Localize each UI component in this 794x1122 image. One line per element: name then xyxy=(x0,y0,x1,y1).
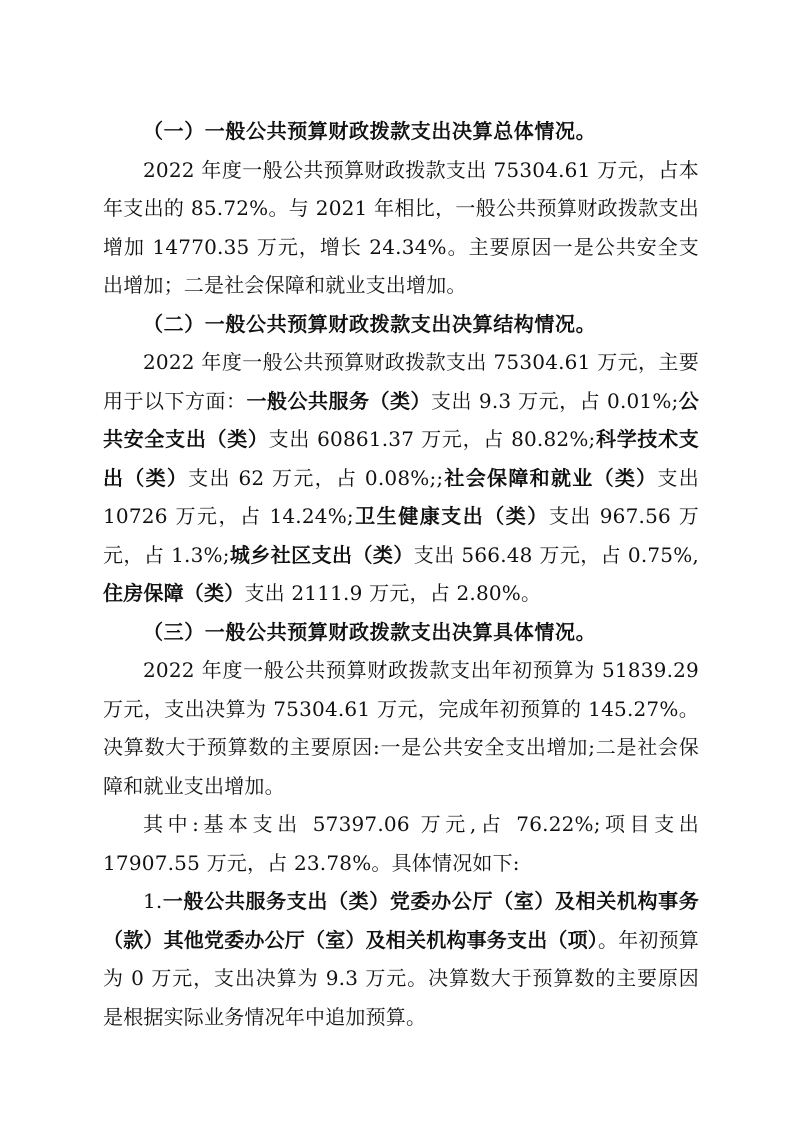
item1-title: 一般公共服务支出（类）党委办公厅（室）及相关机构事务（款）其他党委办公厅（室）及相关机构事务支出（项） xyxy=(103,889,699,952)
item-text-social-security: 支出 10726 万元，占 14.24%; xyxy=(103,465,700,528)
section2-intro: 2022 年度一般公共预算财政拨款支出 75304.61 万元，主要用于以下方面： xyxy=(103,350,699,413)
item-name-health: 卫生健康支出（类） xyxy=(353,504,549,528)
item-name-housing: 住房保障（类） xyxy=(103,581,245,605)
item-name-social-security: 社会保障和就业（类） xyxy=(443,465,658,490)
section1-body: 2022 年度一般公共预算财政拨款支出 75304.61 万元，占本年支出的 85.72%。与 2021 年相比，一般公共预算财政拨款支出增加 14770.35 万元，增长 24.34%。主要原因一是公共安全支出增加；二是社会保障和就业支出增加。 xyxy=(103,157,699,297)
section3-para2: 其中:基本支出 57397.06 万元,占 76.22%;项目支出 17907.55 万元，占 23.78%。具体情况如下: xyxy=(103,812,699,875)
section1-heading: （一）一般公共预算财政拨款支出决算总体情况。 xyxy=(143,119,597,143)
item1-body: 。年初预算为 0 万元，支出决算为 9.3 万元。决算数大于预算数的主要原因是根据实际业务情况年中追加预算。 xyxy=(103,927,699,1029)
item-text-housing: 支出 2111.9 万元，占 2.80%。 xyxy=(244,581,542,605)
section3-item1 xyxy=(103,882,699,1036)
section3-heading: （三）一般公共预算财政拨款支出决算具体情况。 xyxy=(143,619,597,644)
item1-number: 1. xyxy=(143,889,163,913)
item-text-public-security: 支出 60861.37 万元，占 80.82%; xyxy=(268,427,596,451)
section2-heading: （二）一般公共预算财政拨款支出决算结构情况。 xyxy=(143,311,597,336)
item-name-urban-rural-community: 城乡社区支出（类） xyxy=(229,542,414,567)
item-name-science-technology: 科学技术支出（类） xyxy=(103,427,700,490)
item-text-health: 支出 967.56 万元，占 1.3%; xyxy=(103,504,699,567)
document-content xyxy=(103,112,699,1036)
item-name-public-security: 公共安全支出（类） xyxy=(103,388,700,451)
item-text-science-technology: 支出 62 万元，占 0.08%;; xyxy=(188,465,444,490)
item-text-urban-rural-community: 支出 566.48 万元，占 0.75%, xyxy=(413,542,699,567)
section3-para1: 2022 年度一般公共预算财政拨款支出年初预算为 51839.29 万元，支出决算为 75304.61 万元，完成年初预算的 145.27%。决算数大于预算数的主要原因:一是公共安全支出增加;二是社会保障和就业支出增加。 xyxy=(103,658,699,798)
section2-body xyxy=(103,343,699,613)
item-name-general-public-services: 一般公共服务（类） xyxy=(246,388,432,413)
item-text-general-public-services: 支出 9.3 万元，占 0.01%; xyxy=(431,388,679,413)
